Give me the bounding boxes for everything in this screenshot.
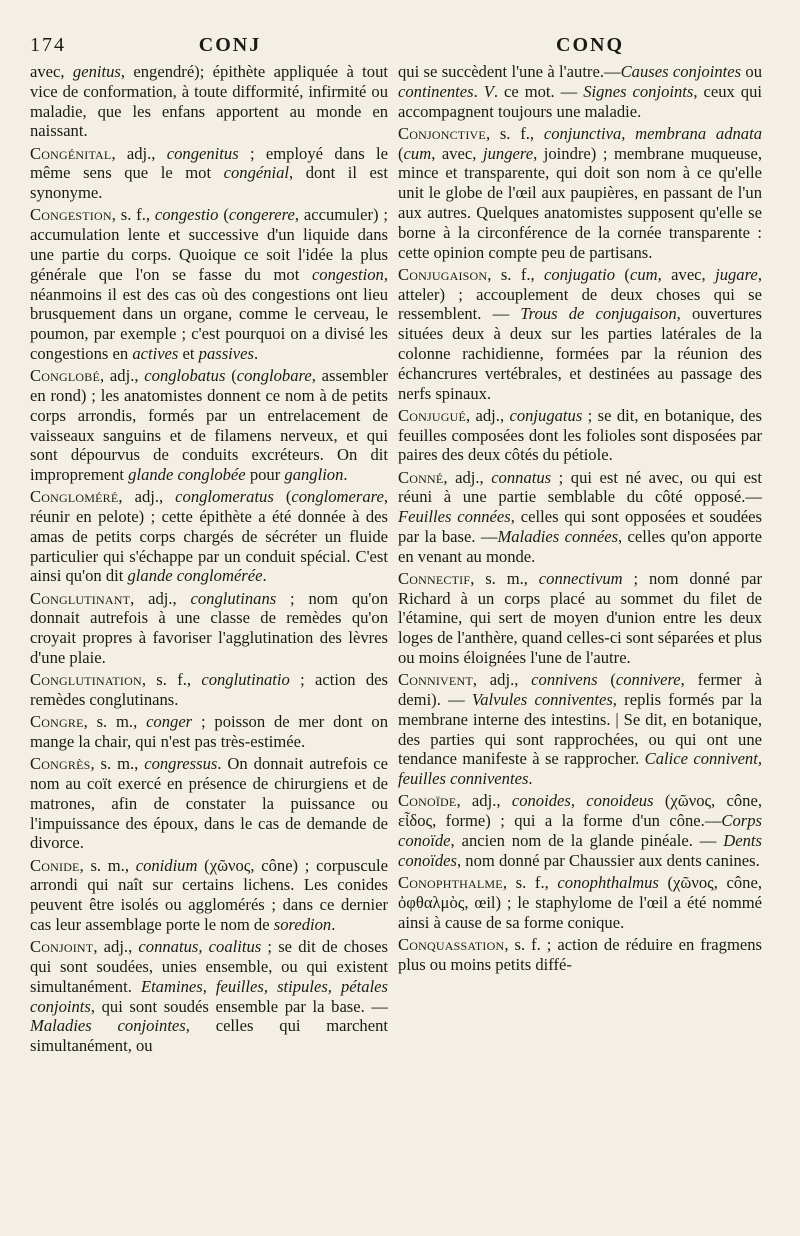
definition-text: , celles qu'on apporte en venant au monde.: [398, 526, 762, 566]
definition-text: , engendré); épithète appliquée à tout vice de conformation, à toute difformité, infirmité ou maladie, que les enfans apportent au monde en naissant.: [30, 62, 388, 141]
definition-text: ; employé dans le même sens que le mot: [30, 143, 389, 183]
definition-text: , ouvertures situées deux à deux sur les parties latérales de la colonne rachidienne, formées par la réunion des échancrures vertébrales, et destinées au passage des nerfs spinaux.: [398, 304, 762, 403]
italic-term: conjugatio: [544, 264, 616, 284]
dictionary-entry-conoide: [398, 791, 762, 870]
italic-term: conglomeratus: [175, 487, 274, 507]
italic-term: jungere: [482, 143, 534, 163]
italic-term: connivens: [531, 670, 598, 690]
definition-text: (: [218, 205, 229, 225]
dictionary-entry-conjugue: [398, 406, 762, 465]
dictionary-entry-conjoint: [30, 937, 388, 1056]
definition-text: avec,: [30, 62, 73, 81]
headword: Conné: [398, 467, 444, 487]
dictionary-entry-congres: [30, 754, 388, 853]
italic-term: conglobatus: [144, 366, 226, 386]
italic-term: actives: [132, 343, 179, 363]
definition-text: ; action des remèdes conglutinans.: [30, 670, 388, 710]
headword: Conjugaison: [398, 264, 488, 284]
definition-text: , ancien nom de la glande pinéale. —: [450, 831, 724, 851]
definition-text: , assembler en rond) ; les anatomistes donnent ce nom à de petits corps arrondis, formés par un entrelacement de vaisseaux sanguins et de filamens nerveux, et qui sont dépourvus de conduits excréteurs. On dit improprement: [30, 366, 388, 485]
italic-term: Etamines, feuilles, stipules, pétales conjoints: [30, 976, 389, 1016]
definition-text: (: [273, 487, 292, 507]
definition-text: , s. m.,: [79, 855, 136, 875]
definition-text: , adj.,: [456, 791, 512, 811]
definition-text: , accumuler) ; accumulation lente et successive d'un liquide dans une partie du corps. Quoique ce soit l'idée la plus générale que l'on se fasse du mot: [30, 205, 388, 284]
headword: Conglutination: [30, 670, 142, 690]
definition-text: .: [528, 769, 533, 789]
left-column: [30, 62, 388, 1058]
right-column: [398, 62, 762, 977]
running-head: [30, 34, 770, 64]
italic-term: Maladies conjointes: [30, 1016, 186, 1036]
headword: Congrès: [30, 754, 91, 774]
left-entries: [30, 144, 388, 1056]
italic-term: soredion: [273, 914, 332, 934]
italic-term: Signes conjoints: [583, 81, 694, 101]
headword: Conglobé: [30, 366, 100, 386]
definition-text: , joindre) ; membrane muqueuse, mince et transparente, qui doit son nom à ce qu'elle unit le globe de l'œil aux paupières, en passant de l'un aux autres. Quelques anatomistes supposent qu'elle se borne à la circonférence de la cornée transparente : cette opinion compte peu de partisans.: [398, 143, 762, 262]
italic-term: Maladies connées: [497, 526, 619, 546]
italic-term: Causes conjointes: [620, 62, 742, 81]
definition-text: .: [343, 465, 348, 485]
definition-text: , adj.,: [111, 143, 167, 163]
definition-text: ; nom donné par Richard à un corps placé au sommet du filet de l'étamine, qui sert de moyen d'union entre les deux loges de l'anthère, quand celles-ci sont séparées et plus ou moins éloignées l'une de l'autre.: [398, 568, 763, 668]
italic-term: continentes: [398, 81, 474, 101]
definition-text: , adj.,: [443, 467, 492, 487]
definition-text: , s. m.,: [90, 754, 145, 774]
italic-term: Trous de conjugaison: [520, 304, 677, 324]
italic-term: conoides, conoideus: [511, 791, 654, 811]
definition-text: (: [615, 264, 630, 284]
italic-term: conjunctiva, membrana adnata: [543, 123, 762, 143]
definition-text: , qui sont soudés ensemble par la base. —: [90, 996, 388, 1016]
headword: Congénital: [30, 143, 112, 163]
italic-term: conger: [146, 712, 193, 732]
definition-text: , s. f.,: [141, 670, 202, 690]
definition-text: , fermer à demi). —: [398, 670, 762, 710]
definition-text: , nom donné par Chaussier aux dents canines.: [457, 850, 760, 870]
definition-text: . ce mot. —: [493, 81, 584, 101]
italic-term: congressus: [144, 754, 218, 774]
definition-text: qui se succèdent l'une à l'autre.—: [398, 62, 621, 81]
definition-text: , s. m.,: [83, 712, 147, 732]
headword: Conjugué: [398, 405, 466, 425]
italic-term: conidium: [135, 855, 198, 875]
definition-text: , celles qui sont opposées et soudées par la base. —: [398, 507, 762, 546]
definition-text: , néanmoins il est des cas où des congestions ont lieu brusquement dans un organe, comme le cerveau, le poumon, par exemple ; c'est pourquoi on a divisé les congestions en: [30, 264, 388, 363]
dictionary-entry-connivent: [398, 670, 762, 789]
italic-term: conglutinans: [190, 588, 277, 608]
left-carry-over: [30, 62, 388, 141]
italic-term: congestion: [311, 264, 384, 284]
dictionary-entry-conglutination: [30, 670, 388, 710]
dictionary-entry-connectif: [398, 569, 762, 668]
definition-text: , celles qui marchent simultanément, ou: [30, 1016, 388, 1056]
italic-term: conglutinatio: [201, 670, 290, 690]
right-carry-over: [398, 62, 762, 121]
italic-term: connatus, coalitus: [138, 937, 262, 957]
italic-term: Valvules conniventes: [471, 690, 613, 710]
italic-term: ganglion: [284, 465, 344, 485]
headword: Conophthalme: [398, 873, 503, 892]
definition-text: (χῶνος, cône, εἶδος, forme) ; qui a la forme d'un cône.—: [398, 791, 762, 831]
italic-term: glande conglomérée: [127, 566, 263, 586]
dictionary-entry-conjugaison: [398, 265, 762, 404]
definition-text: pour: [245, 465, 285, 485]
definition-text: (: [225, 366, 237, 386]
headword: Conjonctive: [398, 123, 486, 143]
dictionary-entry-conquassation: [398, 935, 762, 975]
definition-text: , s. f.,: [487, 264, 545, 284]
definition-text: , atteler) ; accouplement de deux choses qui se ressemblent. —: [398, 264, 762, 324]
italic-term: Calice connivent, feuilles conniventes: [398, 749, 762, 789]
definition-text: (χῶνος, cône) ; corpuscule arrondi qui naît sur certains lichens. Les conides peuvent être isolés ou agglomérés ; dans ce dernier cas leur assemblage porte le nom de: [30, 855, 388, 934]
definition-text: , s. f. ; action de réduire en fragmens plus ou moins petits diffé-: [398, 934, 762, 974]
right-entries: [398, 124, 762, 975]
definition-text: , adj.,: [100, 366, 145, 386]
italic-term: connectivum: [538, 568, 623, 588]
headword: Congre: [30, 712, 84, 732]
definition-text: , réunir en pelote) ; cette épithète a été donnée à des amas de petits corps chargés de sécréter un fluide particulier qui s'échappe par un conduit spécial. C'est ainsi qu'on dit: [30, 487, 388, 586]
definition-text: (: [398, 143, 404, 163]
definition-text: , s. f.,: [111, 205, 155, 225]
italic-term: cum: [629, 264, 658, 284]
definition-text: , avec,: [657, 264, 716, 284]
headword: Conjoint: [30, 937, 94, 957]
definition-text: ; se dit, en botanique, des feuilles composées dont les folioles sont disposées par paires des deux côtés du pétiole.: [398, 405, 762, 465]
dictionary-entry-conjonctive: [398, 124, 762, 263]
definition-text: , dont il est synonyme.: [30, 163, 388, 203]
italic-term: passives: [198, 343, 254, 363]
definition-text: , s. f.,: [502, 873, 558, 892]
definition-text: , s. m.,: [470, 568, 539, 588]
dictionary-entry-conne: [398, 468, 762, 567]
definition-text: , adj.,: [93, 937, 139, 957]
headword: Conide: [30, 855, 80, 875]
headword: Conglutinant: [30, 588, 131, 608]
italic-term: conjugatus: [509, 405, 583, 425]
italic-term: V: [483, 81, 494, 101]
definition-text: ; se dit de choses qui sont soudées, unies ensemble, ou qui existent simultanément.: [30, 937, 388, 996]
definition-text: , avec,: [431, 143, 483, 163]
definition-text: ; qui est né avec, ou qui est réuni à une partie semblable du côté opposé.—: [398, 467, 763, 507]
dictionary-entry-congenital: [30, 144, 388, 203]
italic-term: conglobare: [236, 366, 312, 386]
headword: Connectif: [398, 568, 471, 588]
definition-text: (: [597, 670, 616, 690]
italic-term: connatus: [491, 467, 552, 487]
definition-text: , ceux qui accompagnent toujours une maladie.: [398, 81, 763, 121]
definition-text: , adj.,: [466, 405, 510, 425]
headword: Congloméré: [30, 487, 119, 507]
dictionary-entry-congestion: [30, 205, 388, 363]
headword: Congestion: [30, 205, 112, 225]
definition-text: et: [178, 343, 199, 363]
italic-term: connivere: [615, 670, 681, 690]
dictionary-entry-conophthalme: [398, 873, 762, 932]
headword: Conoïde: [398, 791, 457, 811]
dictionary-entry-conglomere: [30, 487, 388, 586]
dictionary-entry-conglobe: [30, 366, 388, 485]
italic-term: congerere: [228, 205, 295, 225]
definition-text: , s. f.,: [485, 123, 544, 143]
headword: Connivent: [398, 670, 473, 690]
italic-term: genitus: [72, 62, 121, 81]
italic-term: glande conglobée: [128, 465, 246, 485]
definition-text: .: [473, 81, 484, 101]
italic-term: Dents conoïdes: [398, 831, 762, 870]
definition-text: , replis formés par la membrane interne des intestins. | Se dit, en botanique, des parties qui sont rapprochées, ou qui ont une tendance manifeste à se rapprocher.: [398, 690, 762, 769]
italic-term: cum: [403, 143, 432, 163]
right-running-head: CONQ: [556, 34, 624, 56]
definition-text: (χῶνος, cône, ὀφθαλμὸς, œil) ; le staphylome de l'œil a été nommé ainsi à cause de sa forme conique.: [398, 873, 762, 932]
italic-term: congenitus: [166, 143, 239, 163]
italic-term: conophthalmus: [557, 873, 659, 892]
dictionary-entry-conglutinant: [30, 589, 388, 668]
definition-text: , adj.,: [472, 670, 532, 690]
headword: Conquassation: [398, 934, 505, 954]
italic-term: congénial: [223, 163, 290, 183]
definition-text: . On donnait autrefois ce nom au coït exercé en présence de chirurgiens et de matrones, afin de constater la puissance ou l'impuissance des époux, dans le cas de demande de divorce.: [30, 754, 388, 853]
italic-term: Corps conoïde: [398, 811, 762, 851]
dictionary-entry-congre: [30, 712, 388, 752]
definition-text: ou: [741, 62, 763, 81]
definition-text: ; poisson de mer dont on mange la chair, qui n'est pas très-estimée.: [30, 712, 388, 752]
definition-text: ; nom qu'on donnait autrefois à une classe de remèdes qu'on croyait propres à favoriser l'agglutination des lèvres d'une plaie.: [30, 588, 389, 668]
italic-term: Feuilles connées: [398, 507, 511, 527]
italic-term: jugare: [715, 264, 758, 284]
definition-text: , adj.,: [118, 487, 176, 507]
dictionary-entry-conide: [30, 856, 388, 935]
definition-text: .: [262, 566, 267, 586]
page-number: 174: [30, 34, 66, 56]
definition-text: , adj.,: [130, 588, 191, 608]
italic-term: conglomerare: [291, 487, 384, 507]
italic-term: congestio: [154, 205, 219, 225]
definition-text: .: [331, 914, 336, 934]
left-running-head: CONJ: [198, 34, 262, 56]
definition-text: .: [253, 343, 259, 363]
